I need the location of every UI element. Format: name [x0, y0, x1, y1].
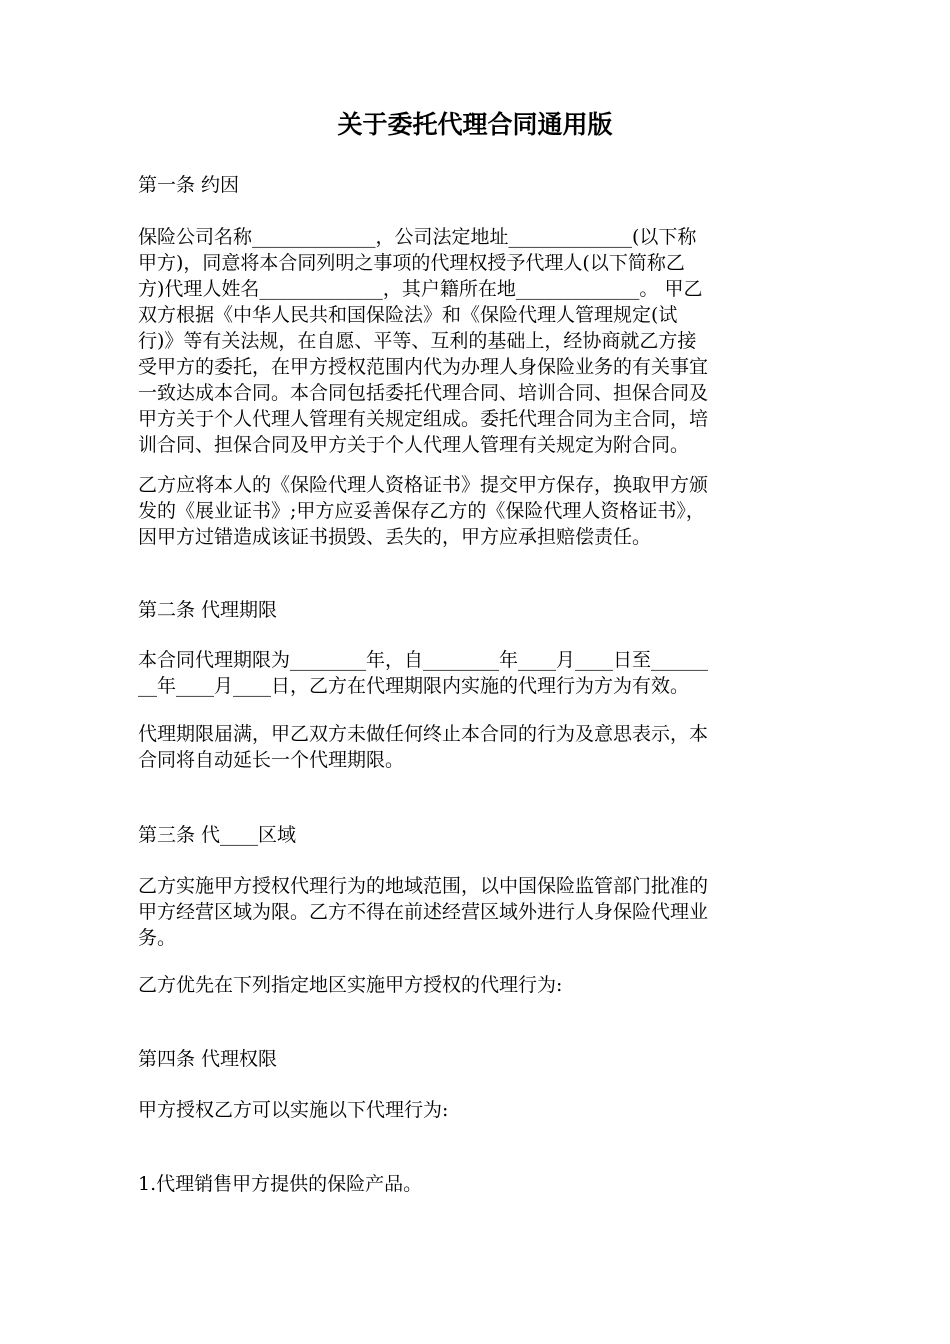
section-2-paragraph-1 — [138, 647, 814, 699]
paragraph-line: 代理期限届满，甲乙双方未做任何终止本合同的行为及意思表示，本 — [138, 723, 709, 745]
paragraph-line: 因甲方过错造成该证书损毁、丢失的，甲方应承担赔偿责任。 — [138, 526, 652, 548]
section-1-paragraph-1 — [138, 224, 814, 458]
section-1-heading: 第一条 约因 — [138, 174, 240, 196]
paragraph-line: 方)代理人姓名_____________，其户籍所在地_____________。 甲乙 — [138, 278, 703, 300]
paragraph-line: 合同将自动延长一个代理期限。 — [138, 749, 405, 771]
paragraph-line: 保险公司名称_____________，公司法定地址_____________(以下称 — [138, 226, 697, 248]
section-4-list-item-1: 1.代理销售甲方提供的保险产品。 — [138, 1173, 423, 1195]
paragraph-line: 乙方应将本人的《保险代理人资格证书》提交甲方保存，换取甲方颁 — [138, 474, 709, 496]
section-4-paragraph-1: 甲方授权乙方可以实施以下代理行为: — [138, 1099, 449, 1121]
paragraph-line: 乙方实施甲方授权代理行为的地域范围，以中国保险监管部门批准的 — [138, 875, 709, 897]
paragraph-line: 甲方)，同意将本合同列明之事项的代理权授予代理人(以下简称乙 — [138, 252, 685, 274]
section-3-paragraph-1 — [138, 873, 814, 951]
paragraph-line: 训合同、担保合同及甲方关于个人代理人管理有关规定为附合同。 — [138, 434, 690, 456]
paragraph-line: 甲方经营区域为限。乙方不得在前述经营区域外进行人身保险代理业 — [138, 901, 709, 923]
paragraph-line: 一致达成本合同。本合同包括委托代理合同、培训合同、担保合同及 — [138, 382, 709, 404]
paragraph-line: 本合同代理期限为________年，自________年____月____日至______ — [138, 649, 709, 671]
paragraph-line: 双方根据《中华人民共和国保险法》和《保险代理人管理规定(试 — [138, 304, 678, 326]
section-4-heading: 第四条 代理权限 — [138, 1048, 278, 1070]
paragraph-line: __年____月____日，乙方在代理期限内实施的代理行为方为有效。 — [138, 675, 690, 697]
section-2-paragraph-2 — [138, 721, 814, 773]
paragraph-line: 务。 — [138, 927, 177, 949]
document-title: 关于委托代理合同通用版 — [337, 110, 613, 139]
section-3-heading: 第三条 代____区域 — [138, 824, 297, 846]
section-2-heading: 第二条 代理期限 — [138, 599, 278, 621]
paragraph-line: 行)》等有关法规，在自愿、平等、互利的基础上，经协商就乙方接 — [138, 330, 697, 352]
paragraph-line: 受甲方的委托，在甲方授权范围内代为办理人身保险业务的有关事宜 — [138, 356, 709, 378]
paragraph-line: 甲方关于个人代理人管理有关规定组成。委托代理合同为主合同，培 — [138, 408, 709, 430]
section-3-paragraph-2: 乙方优先在下列指定地区实施甲方授权的代理行为: — [138, 974, 563, 996]
section-1-paragraph-2 — [138, 472, 814, 550]
paragraph-line: 发的《展业证书》;甲方应妥善保存乙方的《保险代理人资格证书》， — [138, 500, 705, 522]
